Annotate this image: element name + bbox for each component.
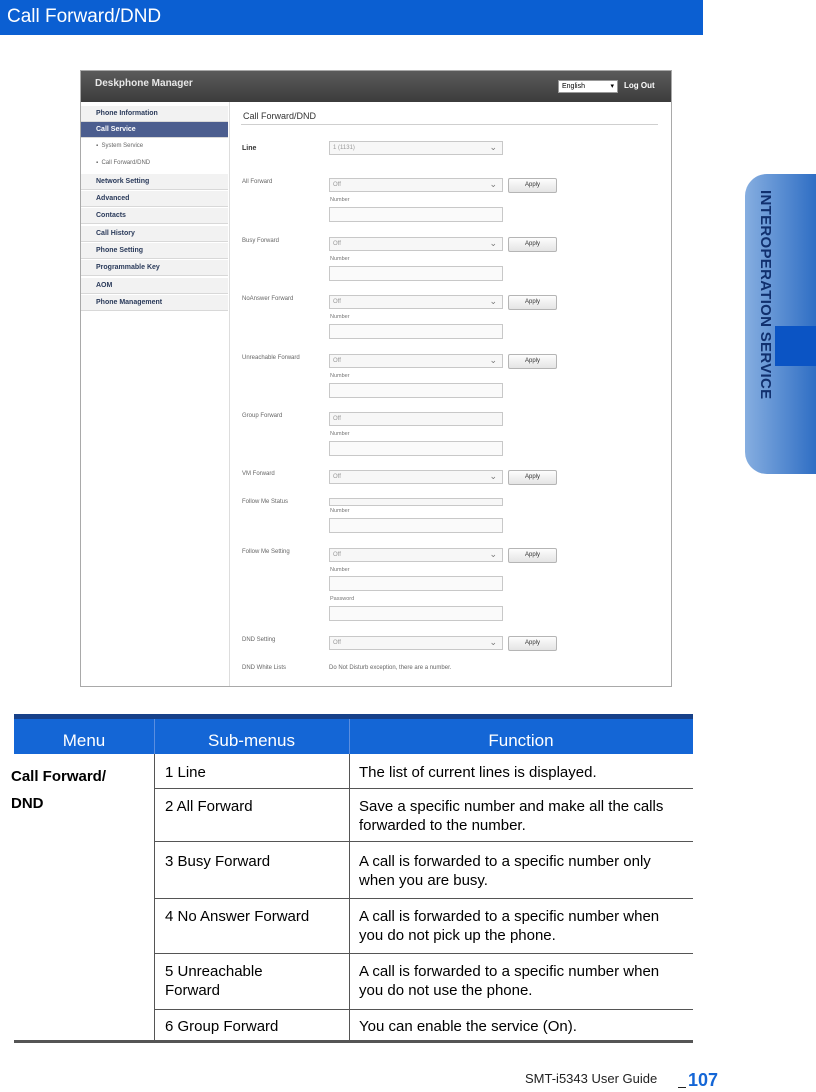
sidebar-item-network-setting[interactable]: Network Setting — [81, 174, 228, 190]
table-cell-function: You can enable the service (On). — [359, 1018, 577, 1035]
select-value: Off — [333, 182, 341, 188]
menu-cell — [11, 763, 141, 817]
follow-me-status-label: Follow Me Status — [242, 499, 289, 505]
number-label: Number — [330, 431, 350, 437]
select-value: Off — [333, 640, 341, 646]
header-sub-menus: Sub-menus — [208, 731, 295, 750]
submenu-label: Call Forward/DND — [101, 160, 151, 166]
table-cell-submenu: 1 Line — [165, 764, 206, 781]
table-cell-function: A call is forwarded to a specific number only when you are busy. — [359, 853, 651, 889]
header-divider — [349, 719, 350, 754]
select-value: Off — [333, 299, 341, 305]
follow-me-setting-select[interactable] — [329, 548, 503, 562]
number-label: Number — [330, 373, 350, 379]
footer-underline — [678, 1087, 686, 1088]
submenu-call-forward-dnd[interactable]: ▪ Call Forward/DND — [96, 160, 151, 166]
menu-cell-line: Call Forward/ — [11, 768, 107, 785]
table-cell-function: A call is forwarded to a specific number when you do not use the phone. — [359, 963, 660, 999]
table-row-divider — [154, 953, 693, 954]
follow-me-setting-label: Follow Me Setting — [242, 549, 290, 555]
sidebar-item-phone-management[interactable]: Phone Management — [81, 295, 228, 311]
app-header — [81, 71, 671, 102]
follow-me-password-input[interactable] — [329, 606, 503, 621]
page-number: 107 — [688, 1070, 719, 1090]
sidebar-item-phone-setting[interactable]: Phone Setting — [81, 243, 228, 259]
follow-me-number-input[interactable] — [329, 518, 503, 533]
table-row-divider — [154, 898, 693, 899]
noanswer-forward-select[interactable] — [329, 295, 503, 309]
select-value: Off — [333, 474, 341, 480]
header-divider — [154, 719, 155, 754]
menu-cell-line: DND — [11, 795, 44, 812]
language-select[interactable] — [558, 80, 618, 93]
dnd-setting-label: DND Setting — [242, 637, 276, 643]
table-cell-submenu: 5 Unreachable Forward — [165, 963, 263, 999]
unreachable-forward-apply-button[interactable]: Apply — [508, 354, 557, 369]
chevron-down-icon: ▾ — [610, 83, 614, 90]
unreachable-forward-label: Unreachable Forward — [242, 355, 300, 361]
footer-guide-name: SMT-i5343 User Guide — [525, 1071, 658, 1086]
select-value: Off — [333, 241, 341, 247]
number-label: Number — [330, 567, 350, 573]
sidebar-item-phone-information[interactable]: Phone Information — [81, 106, 228, 122]
vm-forward-apply-button[interactable]: Apply — [508, 470, 557, 485]
group-forward-number-input[interactable] — [329, 441, 503, 456]
table-cell-submenu: 2 All Forward — [165, 798, 253, 815]
all-forward-number-input[interactable] — [329, 207, 503, 222]
noanswer-forward-number-input[interactable] — [329, 324, 503, 339]
sidebar-item-aom[interactable]: AOM — [81, 278, 228, 294]
side-tab-highlight — [775, 326, 816, 366]
submenu-label: System Service — [101, 143, 144, 149]
all-forward-apply-button[interactable]: Apply — [508, 178, 557, 193]
line-select[interactable] — [329, 141, 503, 155]
chevron-down-icon: ⌄ — [489, 471, 497, 481]
busy-forward-apply-button[interactable]: Apply — [508, 237, 557, 252]
chapter-side-tab-label: INTEROPERATION SERVICE — [757, 190, 774, 400]
line-label: Line — [242, 145, 257, 152]
sidebar-item-advanced[interactable]: Advanced — [81, 191, 228, 207]
table-row-divider — [154, 788, 693, 789]
follow-me-setting-apply-button[interactable]: Apply — [508, 548, 557, 563]
logout-link[interactable]: Log Out — [624, 81, 655, 90]
all-forward-label: All Forward — [242, 179, 273, 185]
follow-me-setting-number-input[interactable] — [329, 576, 503, 591]
chevron-down-icon: ⌄ — [489, 179, 497, 189]
select-value: Off — [333, 552, 341, 558]
form-title-divider — [241, 124, 658, 125]
table-bottom-rule — [14, 1040, 693, 1043]
table-row-divider — [154, 841, 693, 842]
number-label: Number — [330, 197, 350, 203]
number-label: Number — [330, 314, 350, 320]
sidebar-item-call-history[interactable]: Call History — [81, 226, 228, 242]
select-value: Off — [333, 358, 341, 364]
section-title: Call Forward/DND — [7, 6, 162, 27]
vm-forward-label: VM Forward — [242, 471, 275, 477]
chevron-down-icon: ⌄ — [489, 238, 497, 248]
busy-forward-number-input[interactable] — [329, 266, 503, 281]
chevron-down-icon: ⌄ — [489, 355, 497, 365]
unreachable-forward-select[interactable] — [329, 354, 503, 368]
number-label: Number — [330, 256, 350, 262]
noanswer-forward-label: NoAnswer Forward — [242, 296, 294, 302]
table-cell-submenu: 4 No Answer Forward — [165, 908, 310, 925]
sidebar-menu — [81, 102, 230, 687]
app-title: Deskphone Manager — [95, 78, 193, 89]
section-header-bar — [0, 0, 703, 35]
dnd-white-lists-label: DND White Lists — [242, 665, 287, 671]
line-value: 1 (1131) — [333, 145, 355, 151]
chevron-down-icon: ⌄ — [489, 549, 497, 559]
chevron-down-icon: ⌄ — [489, 296, 497, 306]
busy-forward-select[interactable] — [329, 237, 503, 251]
table-cell-submenu: 6 Group Forward — [165, 1018, 279, 1035]
sidebar-item-programmable-key[interactable]: Programmable Key — [81, 260, 228, 276]
all-forward-select[interactable] — [329, 178, 503, 192]
language-value: English — [562, 83, 585, 90]
chevron-down-icon: ⌄ — [489, 637, 497, 647]
busy-forward-label: Busy Forward — [242, 238, 280, 244]
dnd-setting-select[interactable] — [329, 636, 503, 650]
group-forward-label: Group Forward — [242, 413, 283, 419]
table-header — [14, 714, 693, 754]
submenu-system-service[interactable]: ▪ System Service — [96, 143, 144, 149]
group-forward-select[interactable] — [329, 412, 503, 426]
table-row-divider — [154, 1009, 693, 1010]
number-label: Number — [330, 508, 350, 514]
deskphone-manager-screenshot — [80, 70, 672, 687]
vm-forward-select[interactable] — [329, 470, 503, 484]
sidebar-item-call-service[interactable]: Call Service — [81, 122, 228, 138]
table-cell-function: A call is forwarded to a specific number when you do not pick up the phone. — [359, 908, 660, 944]
unreachable-forward-number-input[interactable] — [329, 383, 503, 398]
table-cell-submenu: 3 Busy Forward — [165, 853, 271, 870]
noanswer-forward-apply-button[interactable]: Apply — [508, 295, 557, 310]
chevron-down-icon: ⌄ — [489, 142, 497, 152]
password-label: Password — [330, 596, 355, 602]
sidebar-item-contacts[interactable]: Contacts — [81, 208, 228, 224]
select-value: Off — [333, 416, 341, 422]
dnd-setting-apply-button[interactable]: Apply — [508, 636, 557, 651]
header-menu: Menu — [62, 731, 106, 750]
dnd-white-lists-note: Do Not Disturb exception, there are a number. — [329, 665, 452, 671]
form-title: Call Forward/DND — [243, 111, 317, 121]
table-cell-function: Save a specific number and make all the calls forwarded to the number. — [359, 798, 664, 834]
table-cell-function: The list of current lines is displayed. — [359, 764, 597, 781]
header-function: Function — [488, 731, 554, 750]
follow-me-status-select[interactable] — [329, 498, 503, 506]
